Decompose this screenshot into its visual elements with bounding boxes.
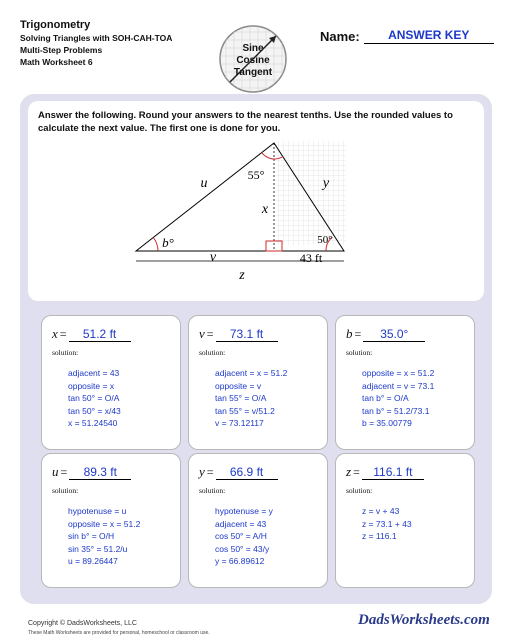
answer-field[interactable]: 89.3 ft — [69, 465, 131, 480]
answer-line — [52, 326, 131, 342]
answer-variable: u — [52, 464, 59, 479]
side-v-label: v — [209, 250, 217, 265]
answer-variable: y — [199, 464, 205, 479]
equals-sign: = — [354, 327, 362, 341]
angle-right-label: 50° — [317, 234, 333, 246]
answer-line — [52, 464, 131, 480]
step: z = v + 43 — [362, 506, 400, 516]
problem-card-b — [335, 315, 475, 450]
step: opposite = x = 51.2 — [68, 518, 141, 529]
answer-line — [199, 464, 278, 480]
solution-steps — [215, 505, 273, 568]
angle-left-label: b° — [162, 235, 174, 250]
worksheet-subtopic: Multi-Step Problems — [20, 45, 103, 55]
angle-top-label: 55° — [247, 168, 265, 182]
step: z = 73.1 + 43 — [362, 518, 412, 529]
step: z = 116.1 — [362, 531, 397, 541]
solution-label: solution: — [199, 486, 226, 495]
worksheet-panel — [20, 94, 492, 604]
equals-sign: = — [60, 465, 68, 479]
side-u-label: u — [200, 176, 208, 191]
step: hypotenuse = u — [68, 506, 127, 516]
step: tan b° = 51.2/73.1 — [362, 405, 430, 416]
problem-card-y — [188, 453, 328, 588]
step: adjacent = x = 51.2 — [215, 368, 288, 378]
logo-tangent: Tangent — [233, 67, 273, 78]
solution-label: solution: — [346, 348, 373, 357]
brand-logo: DadsWorksheets.com — [358, 612, 490, 628]
equals-sign: = — [59, 327, 67, 341]
logo-sine: Sine — [242, 43, 264, 54]
step: x = 51.24540 — [68, 418, 118, 428]
solution-steps — [215, 367, 287, 430]
problem-card-x — [41, 315, 181, 450]
step: adjacent = 43 — [215, 518, 267, 529]
side-y-label: y — [322, 176, 330, 191]
answer-field[interactable]: 51.2 ft — [69, 327, 131, 342]
equals-sign: = — [353, 465, 360, 479]
step: hypotenuse = y — [215, 506, 273, 516]
step: b = 35.00779 — [362, 418, 412, 428]
step: tan b° = O/A — [362, 393, 409, 403]
triangle-diagram — [28, 135, 484, 285]
step: y = 66.89612 — [215, 556, 265, 566]
step: opposite = x — [68, 380, 115, 391]
side-43-label: 43 ft — [299, 251, 323, 265]
problem-card-u — [41, 453, 181, 588]
answer-line — [199, 326, 278, 342]
step: tan 50° = x/43 — [68, 405, 121, 416]
problem-card-v — [188, 315, 328, 450]
answer-variable: v — [199, 326, 205, 341]
step: cos 50° = 43/y — [215, 543, 270, 554]
answer-field[interactable]: 35.0° — [363, 327, 425, 342]
step: opposite = x = 51.2 — [362, 368, 435, 378]
equals-sign: = — [206, 465, 214, 479]
step: v = 73.12117 — [215, 418, 264, 428]
worksheet-number: Math Worksheet 6 — [20, 57, 93, 67]
problem-area — [28, 101, 484, 301]
step: adjacent = 43 — [68, 368, 120, 378]
trig-logo — [218, 24, 288, 94]
usage-note: These Math Worksheets are provided for personal, homeschool or classroom use. — [28, 630, 210, 636]
worksheet-topic: Solving Triangles with SOH-CAH-TOA — [20, 33, 173, 43]
step: cos 50° = A/H — [215, 531, 267, 541]
problem-card-z — [335, 453, 475, 588]
worksheet-subject: Trigonometry — [20, 19, 91, 31]
name-row — [320, 28, 494, 44]
step: tan 55° = v/51.2 — [215, 405, 275, 416]
solution-label: solution: — [52, 486, 79, 495]
side-z-label: z — [239, 268, 245, 283]
step: tan 50° = O/A — [68, 393, 120, 403]
answer-variable: z — [346, 464, 352, 479]
answer-field[interactable]: 73.1 ft — [216, 327, 278, 342]
step: adjacent = v = 73.1 — [362, 380, 435, 391]
step: sin b° = O/H — [68, 531, 115, 541]
solution-steps — [362, 367, 434, 430]
grid-background — [276, 141, 346, 245]
step: u = 89.26447 — [68, 556, 118, 566]
answer-variable: x — [52, 326, 58, 341]
step: opposite = v — [215, 380, 262, 391]
instructions: Answer the following. Round your answers to the nearest tenths. Use the rounded values to calculate the next value. The first one is done for you. — [38, 110, 453, 134]
step: sin 35° = 51.2/u — [68, 543, 128, 554]
answer-field[interactable]: 66.9 ft — [216, 465, 278, 480]
solution-steps — [362, 505, 412, 543]
solution-steps — [68, 367, 121, 430]
logo-cosine: Cosine — [236, 55, 270, 66]
copyright-text: Copyright © DadsWorksheets, LLC — [28, 620, 137, 627]
side-x-label: x — [261, 202, 269, 217]
solution-label: solution: — [199, 348, 226, 357]
answer-field[interactable]: 116.1 ft — [362, 465, 424, 480]
name-label: Name: — [320, 29, 360, 44]
solution-label: solution: — [346, 486, 373, 495]
solution-label: solution: — [52, 348, 79, 357]
worksheet-header — [20, 18, 172, 68]
step: tan 55° = O/A — [215, 393, 267, 403]
angle-arc-left — [153, 238, 158, 252]
solution-steps — [68, 505, 140, 568]
answer-variable: b — [346, 326, 353, 341]
equals-sign: = — [206, 327, 214, 341]
answer-line — [346, 464, 424, 480]
name-field[interactable]: ANSWER KEY — [364, 28, 494, 44]
answer-line — [346, 326, 425, 342]
